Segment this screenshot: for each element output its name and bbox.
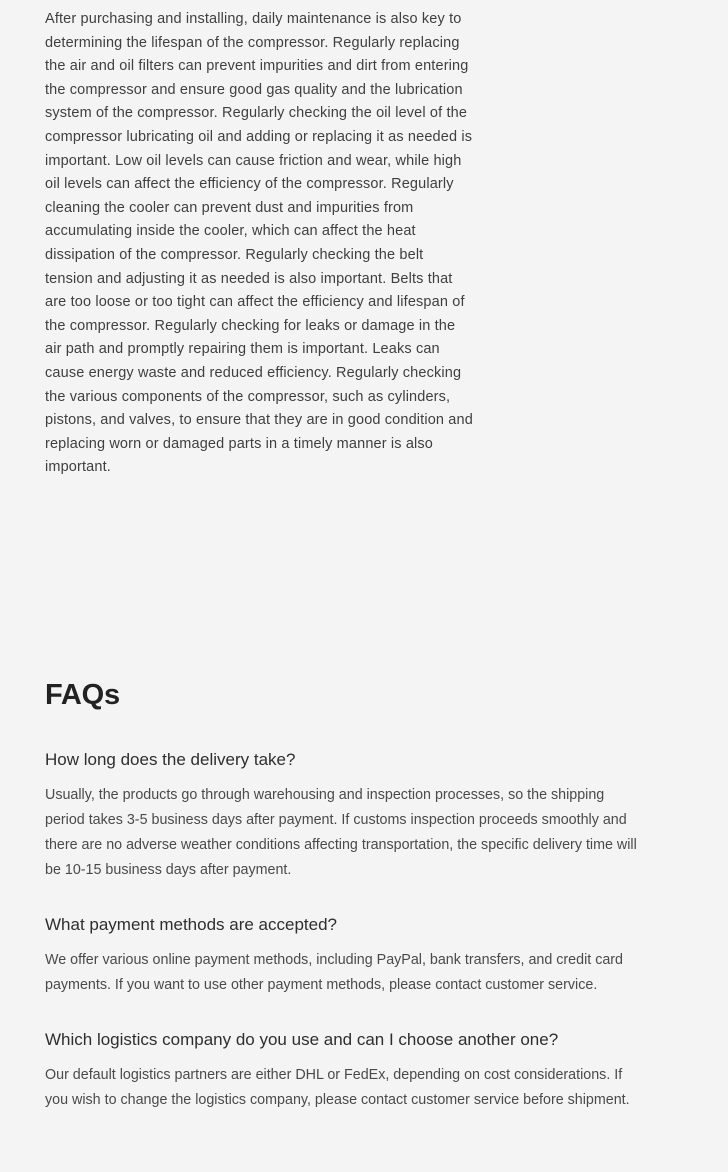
faq-question: Which logistics company do you use and can I choose another one? — [45, 1029, 559, 1049]
faq-answer: Usually, the products go through warehousing and inspection processes, so the shipping period takes 3-5 business days after payment. If customs inspection proceeds smoothly and there are no adverse weather conditions affecting transportation, the specific delivery time will be 10-15 business days after payment. — [45, 786, 637, 878]
maintenance-paragraph: After purchasing and installing, daily maintenance is also key to determining the lifespan of the compressor. Regularly replacing the air and oil filters can prevent impurities and dirt from entering the compressor and ensure good gas quality and the lubrication system of the compressor. Regularly checking the oil level of the compressor lubricating oil and adding or replacing it as needed is important. Low oil levels can cause friction and wear, while high oil levels can affect the efficiency of the compressor. Regularly cleaning the cooler can prevent dust and impurities from accumulating inside the cooler, which can affect the heat dissipation of the compressor. Regularly checking the belt tension and adjusting it as needed is also important. Belts that are too loose or too tight can affect the efficiency and lifespan of the compressor. Regularly checking for leaks or damage in the air path and promptly repairing them is important. Leaks can cause energy waste and reduced efficiency. Regularly checking the various components of the compressor, such as cylinders, pistons, and valves, to ensure that they are in good condition and replacing worn or damaged parts in a timely manner is also important. — [45, 11, 473, 476]
faq-answer: We offer various online payment methods, including PayPal, bank transfers, and credit card payments. If you want to use other payment methods, please contact customer service. — [45, 951, 624, 993]
faq-item — [45, 746, 645, 883]
faq-section — [45, 680, 645, 1141]
faq-item — [45, 1026, 645, 1113]
faq-answer: Our default logistics partners are either DHL or FedEx, depending on cost considerations. If you wish to change the logistics company, please contact customer service before shipment. — [45, 1066, 630, 1108]
faq-question: How long does the delivery take? — [45, 749, 296, 769]
faq-question: What payment methods are accepted? — [45, 914, 337, 934]
faq-heading: FAQs — [45, 679, 120, 711]
faq-item — [45, 911, 645, 998]
maintenance-section — [45, 8, 475, 480]
